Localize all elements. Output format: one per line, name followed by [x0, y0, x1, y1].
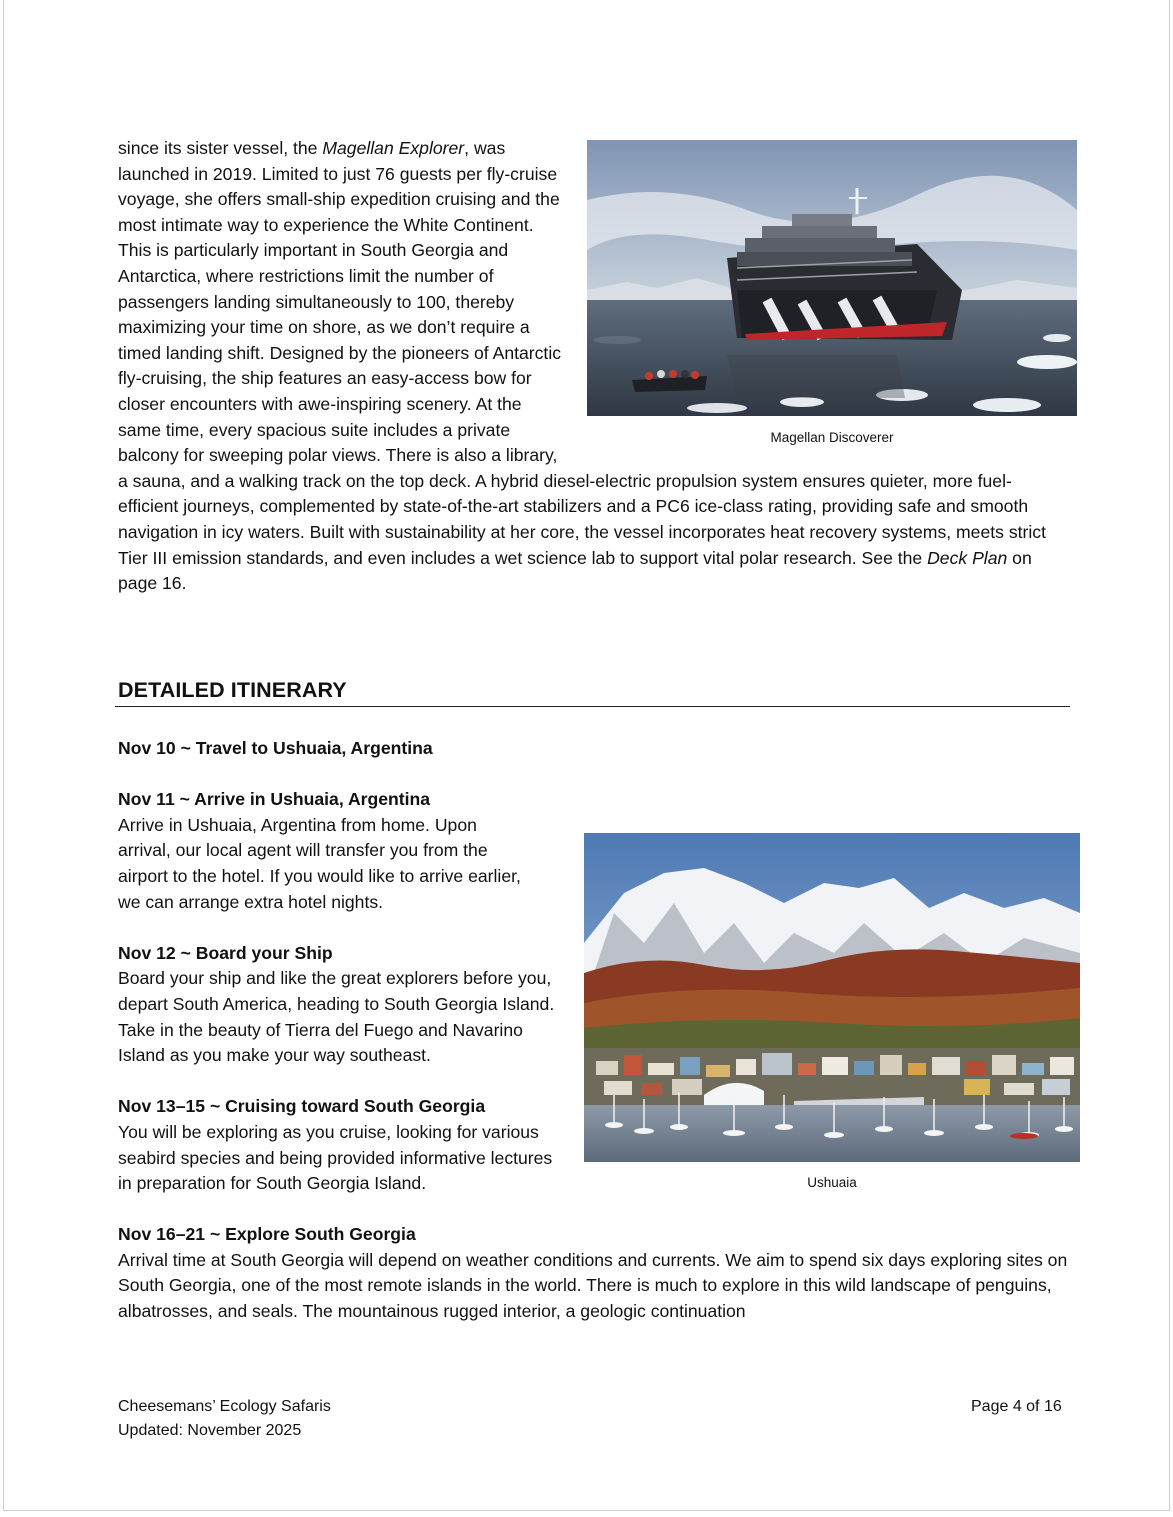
sister-ship-name: Magellan Explorer — [322, 138, 465, 158]
page-footer-left — [118, 1395, 331, 1443]
day-title: Nov 13–15 ~ Cruising toward South Georgia — [118, 1096, 486, 1117]
itinerary-day — [118, 736, 1070, 762]
day-description: Arrival time at South Georgia will depend on weather conditions and currents. We aim to spend six days exploring sites on South Georgia, one of the most remote islands in the world. There is much to explore in this wild landscape of penguins, albatrosses, and seals. The mountainous rugged interior, a geologic continuation — [118, 1249, 1068, 1322]
itinerary-section — [118, 736, 1070, 1350]
ship-text-body: , was launched in 2019. Limited to just 76 guests per fly-cruise voyage, she offers small-ship expedition cruising and the most intimate way to experience the White Continent. This is particularly important in South Georgia and Antarctica, where restrictions limit the number of passengers landing simultaneously to 100, thereby maximizing your time on shore, as we don’t require a timed landing shift. Designed by the pioneers of Antarctic fly-cruising, the ship features an easy-access bow for closer encounters with awe-inspiring scenery. At the same time, every spacious suite includes a private balcony for sweeping polar views. There is also a library, a sauna, and a walking track on the top deck. A hybrid diesel-electric propulsion system ensures quieter, more fuel-efficient journeys, complemented by state-of-the-art stabilizers and a PC6 ice-class rating, providing safe and smooth navigation in icy waters. Built with sustainability at her core, the vessel incorporates heat recovery systems, meets strict Tier III emission standards, and even includes a wet science lab to support vital polar research. See the — [118, 138, 1046, 568]
day-title: Nov 12 ~ Board your Ship — [118, 942, 333, 963]
itinerary-day — [118, 1222, 1070, 1324]
ushuaia-photo-caption: Ushuaia — [807, 1175, 857, 1191]
ship-photo — [587, 140, 1077, 416]
itinerary-heading — [115, 676, 1070, 707]
updated-date: Updated: November 2025 — [118, 1422, 302, 1439]
ushuaia-figure — [584, 833, 1080, 1192]
ship-text-start: since its sister vessel, the — [118, 138, 323, 158]
page-number: Page 4 of 16 — [971, 1398, 1062, 1415]
day-title: Nov 11 ~ Arrive in Ushuaia, Argentina — [118, 789, 431, 810]
day-title: Nov 10 ~ Travel to Ushuaia, Argentina — [118, 738, 433, 758]
company-name: Cheesemans’ Ecology Safaris — [118, 1398, 331, 1415]
day-title: Nov 16–21 ~ Explore South Georgia — [118, 1224, 416, 1245]
ushuaia-photo — [584, 833, 1080, 1162]
itinerary-heading-text: DETAILED ITINERARY — [118, 678, 347, 702]
ship-text-end: on page 16. — [118, 547, 1032, 594]
day-description: Board your ship and like the great explorers before you, depart South America, heading to South Georgia Island. Take in the beauty of Tierra del Fuego and Navarino Island as you make your way southeast. — [118, 968, 555, 1066]
deck-plan-reference: Deck Plan — [927, 547, 1008, 568]
document-page — [3, 0, 1170, 1511]
day-description: You will be exploring as you cruise, looking for various seabird species and being provided informative lectures in preparation for South Georgia Island. — [118, 1121, 553, 1194]
day-description: Arrive in Ushuaia, Argentina from home. Upon arrival, our local agent will transfer you from the airport to the hotel. If you would like to arrive earlier, we can arrange extra hotel nights. — [118, 814, 521, 912]
ship-photo-caption: Magellan Discoverer — [770, 430, 894, 445]
intro-section — [118, 136, 1070, 597]
ship-figure — [587, 140, 1077, 447]
